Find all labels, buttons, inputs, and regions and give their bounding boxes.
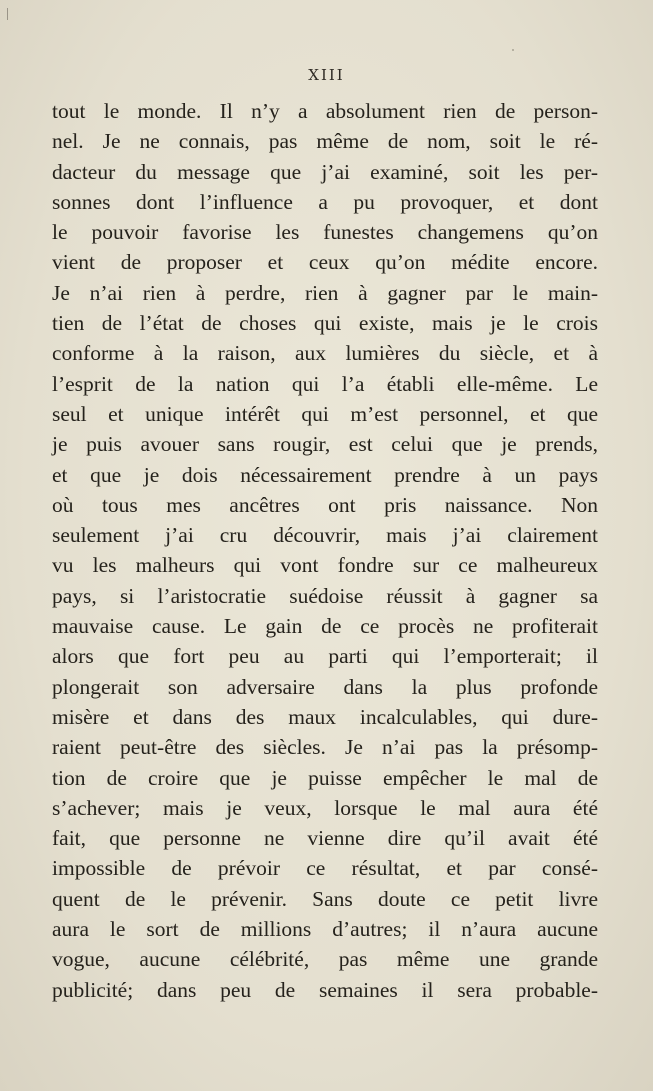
text-line: tion de croire que je puisse empêcher le mal de — [52, 765, 598, 790]
text-line: tien de l’état de choses qui existe, mais je le crois — [52, 311, 598, 336]
text-line: alors que fort peu au parti qui l’emporterait; il — [52, 644, 598, 669]
text-line: plongerait son adversaire dans la plus profonde — [52, 674, 598, 699]
text-line: misère et dans des maux incalculables, qui dure- — [52, 704, 598, 729]
text-line: l’esprit de la nation qui l’a établi elle-même. Le — [52, 371, 598, 396]
text-line: sonnes dont l’influence a pu provoquer, et dont — [52, 189, 598, 214]
text-line: vogue, aucune célébrité, pas même une grande — [52, 947, 598, 972]
text-line: seulement j’ai cru découvrir, mais j’ai clairement — [52, 523, 598, 548]
text-line: où tous mes ancêtres ont pris naissance. Non — [52, 492, 598, 517]
text-line: conforme à la raison, aux lumières du siècle, et à — [52, 341, 598, 366]
text-line: aura le sort de millions d’autres; il n’aura aucune — [52, 917, 598, 942]
text-line: et que je dois nécessairement prendre à un pays — [52, 462, 598, 487]
paper-speck — [512, 49, 514, 51]
text-line: tout le monde. Il n’y a absolument rien de person- — [52, 99, 598, 123]
text-line: je puis avouer sans rougir, est celui que je prends, — [52, 432, 598, 457]
text-line: vu les malheurs qui vont fondre sur ce malheureux — [52, 553, 598, 578]
text-line: seul et unique intérêt qui m’est personnel, et que — [52, 401, 598, 426]
margin-mark — [7, 8, 8, 20]
text-line: fait, que personne ne vienne dire qu’il avait été — [52, 826, 598, 851]
text-line: vient de proposer et ceux qu’on médite encore. — [52, 250, 598, 275]
text-line: Je n’ai rien à perdre, rien à gagner par le main- — [52, 280, 598, 305]
text-line: le pouvoir favorise les funestes changemens qu’on — [52, 220, 598, 245]
page-number: XIII — [308, 66, 345, 84]
text-line: pays, si l’aristocratie suédoise réussit à gagner sa — [52, 583, 598, 608]
text-line: impossible de prévoir ce résultat, et par consé- — [52, 856, 598, 881]
text-line: s’achever; mais je veux, lorsque le mal aura été — [52, 795, 598, 820]
text-line: dacteur du message que j’ai examiné, soit les per- — [52, 159, 598, 184]
text-line: publicité; dans peu de semaines il sera probable- — [52, 977, 598, 1002]
page-body-text — [52, 96, 598, 1005]
text-line: nel. Je ne connais, pas même de nom, soit le ré- — [52, 129, 598, 154]
text-line: mauvaise cause. Le gain de ce procès ne profiterait — [52, 614, 598, 639]
text-line: quent de le prévenir. Sans doute ce petit livre — [52, 886, 598, 911]
text-line: raient peut-être des siècles. Je n’ai pas la présomp- — [52, 735, 598, 760]
